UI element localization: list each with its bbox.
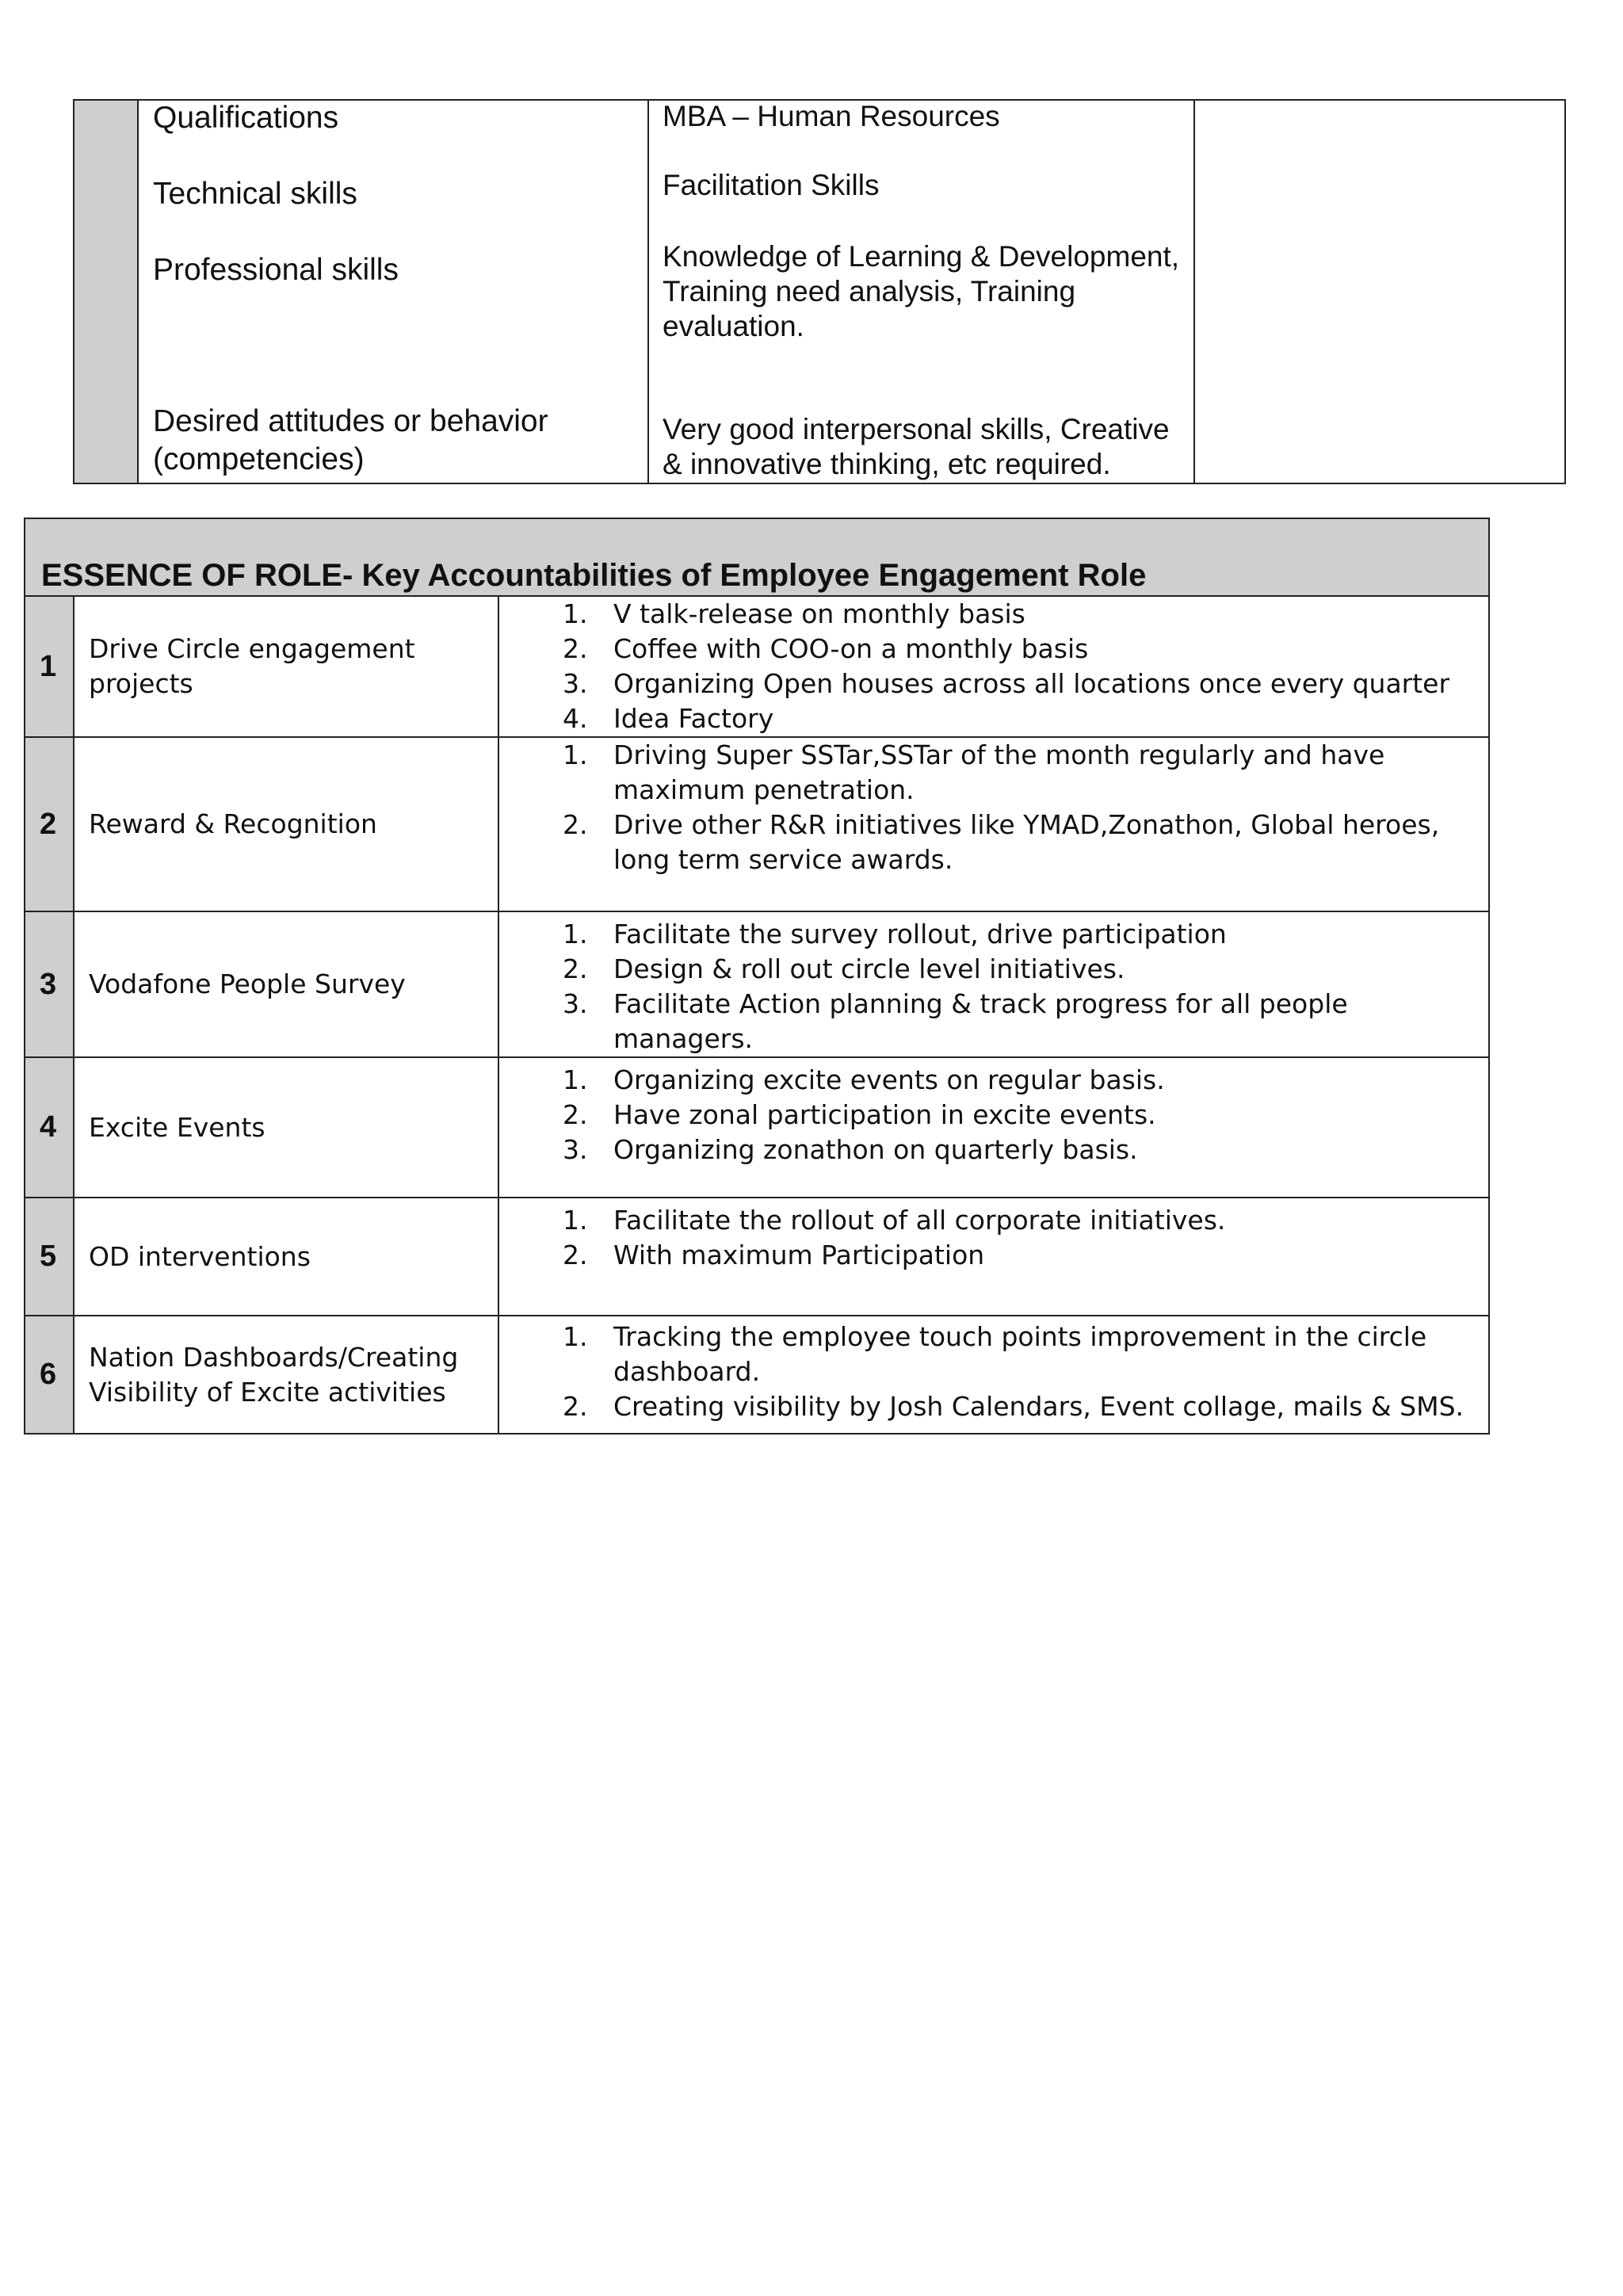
list-item: 1. V talk-release on monthly basis	[563, 598, 1025, 629]
accountability-area: OD interventions	[74, 1198, 498, 1316]
list-item: 4. Idea Factory	[563, 703, 774, 734]
row-number: 2	[25, 737, 74, 911]
list-item: 1. Driving Super SSTar,SSTar of the month regularly and have maximum penetration.	[563, 739, 1385, 805]
list-item: 3. Facilitate Action planning & track progress for all people managers.	[563, 988, 1348, 1054]
qualifications-value: MBA – Human Resources	[663, 100, 1000, 132]
list-item: 2. Coffee with COO-on a monthly basis	[563, 633, 1089, 664]
activities-cell	[498, 1198, 1489, 1316]
desired-attitudes-label: Desired attitudes or behavior (competencies)	[153, 404, 548, 476]
table-row	[25, 1316, 1489, 1434]
accountability-area: Drive Circle engagement projects	[74, 596, 498, 737]
activities-cell	[498, 1057, 1489, 1198]
list-item: 2. Design & roll out circle level initiatives.	[563, 953, 1125, 984]
list-item: 2. Drive other R&R initiatives like YMAD,Zonathon, Global heroes, long term service awards.	[563, 809, 1440, 875]
table-row	[25, 596, 1489, 737]
desired-attitudes-value: Very good interpersonal skills, Creative & innovative thinking, etc required.	[663, 413, 1170, 480]
technical-skills-value: Facilitation Skills	[663, 169, 880, 201]
technical-skills-label: Technical skills	[153, 177, 357, 211]
accountability-area: Nation Dashboards/Creating Visibility of Excite activities	[74, 1316, 498, 1434]
table-row	[25, 1198, 1489, 1316]
row-number: 3	[25, 911, 74, 1057]
row-number: 6	[25, 1316, 74, 1434]
row-number: 1	[25, 596, 74, 737]
essence-title: ESSENCE OF ROLE- Key Accountabilities of Employee Engagement Role	[25, 518, 1489, 596]
list-item: 1. Tracking the employee touch points improvement in the circle dashboard.	[563, 1321, 1427, 1387]
table-row	[25, 911, 1489, 1057]
qualifications-label: Qualifications	[153, 101, 339, 135]
list-item: 1. Organizing excite events on regular basis.	[563, 1064, 1165, 1095]
row-number: 4	[25, 1057, 74, 1198]
accountability-area: Vodafone People Survey	[74, 911, 498, 1057]
activities-cell	[498, 596, 1489, 737]
list-item: 3. Organizing Open houses across all locations once every quarter	[563, 668, 1450, 699]
column-divider	[647, 101, 649, 483]
professional-skills-value: Knowledge of Learning & Development, Training need analysis, Training evaluation.	[663, 240, 1180, 342]
column-divider	[1193, 101, 1195, 483]
professional-skills-label: Professional skills	[153, 253, 399, 287]
table-row	[25, 1057, 1489, 1198]
accountability-area: Excite Events	[74, 1057, 498, 1198]
list-item: 3. Organizing zonathon on quarterly basis.	[563, 1134, 1138, 1165]
list-item: 1. Facilitate the rollout of all corporate initiatives.	[563, 1205, 1226, 1236]
list-item: 2. Have zonal participation in excite events.	[563, 1099, 1156, 1130]
list-item: 1. Facilitate the survey rollout, drive participation	[563, 919, 1227, 949]
row-number: 5	[25, 1198, 74, 1316]
accountability-area: Reward & Recognition	[74, 737, 498, 911]
activities-cell	[498, 737, 1489, 911]
list-item: 2. With maximum Participation	[563, 1240, 985, 1270]
activities-cell	[498, 911, 1489, 1057]
key-accountabilities-table	[24, 518, 1490, 1435]
skills-table-shaded-column	[74, 101, 139, 483]
skills-table	[73, 99, 1566, 484]
list-item: 2. Creating visibility by Josh Calendars, Event collage, mails & SMS.	[563, 1391, 1464, 1422]
table-row	[25, 737, 1489, 911]
activities-cell	[498, 1316, 1489, 1434]
